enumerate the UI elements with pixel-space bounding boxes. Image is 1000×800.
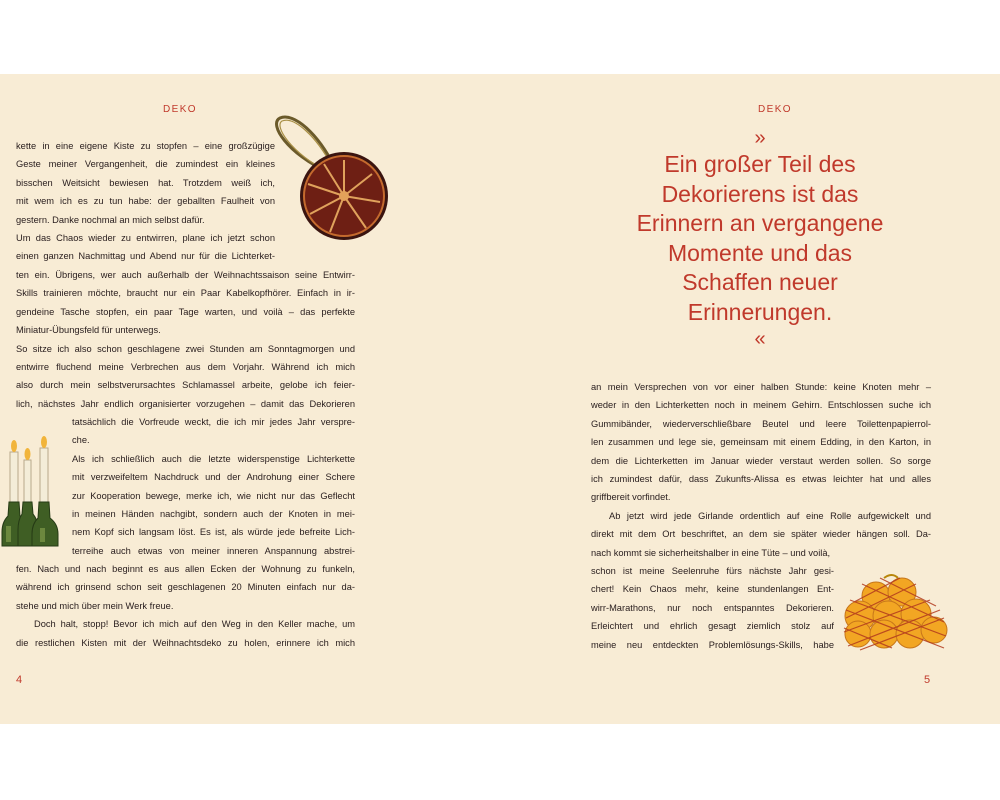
left-body-top	[16, 137, 275, 266]
text-line: griffbereit vorfindet.	[591, 492, 671, 503]
text-line: in meinen Händen nachgibt, sondern auch der Knoten in mei-	[72, 509, 355, 520]
text-line: Doch halt, stopp! Bevor ich mich auf den Weg in den Keller mache, um	[34, 619, 355, 630]
text-line: also durch mein selbstverursachtes Schlamassel arbeite, gelobe ich feier-	[16, 380, 355, 391]
text-line: weder in den Lichterketten noch in meinem Gehirn. Entschlossen suche ich	[591, 400, 931, 411]
text-line: die restlichen Kisten mit der Weihnachtsdeko zu holen, erinnere ich mich	[16, 637, 355, 648]
text-line: len zusammen und lege sie, gemeinsam mit einem Edding, in den Karton, in	[591, 437, 931, 448]
text-line: Erleichtert und ehrlich gesagt ziemlich stolz auf	[591, 621, 834, 632]
text-line: lich, nächstes Jahr endlich organisierter vorzugehen – damit das Dekorieren	[16, 398, 355, 409]
text-line: tatsächlich die Vorfreude weckt, die ich mir jedes Jahr verspre-	[72, 417, 355, 427]
right-page-number: 5	[924, 674, 931, 686]
left-body-middle	[16, 266, 355, 413]
left-body-wrap	[72, 413, 355, 560]
text-line: mit wem ich es zu tun habe: der geballten Faulheit von	[16, 196, 275, 207]
text-line: Skills trainieren möchte, braucht nur ein Paar Kabelkopfhörer. Einfach in ir-	[16, 288, 355, 299]
text-line: nem Kopf sich langsam löst. Es ist, als würde jede befreite Lich-	[72, 527, 355, 538]
text-line: entwirre fluchend meine Verbrechen aus dem Vorjahr. Während ich mich	[16, 362, 355, 373]
quote-line: Dekorierens ist das	[661, 180, 859, 207]
text-line: gestern. Danke nochmal an mich selbst dafür.	[16, 214, 205, 225]
left-page-number: 4	[16, 674, 23, 686]
left-body-bottom	[16, 560, 355, 652]
book-spread	[0, 74, 1000, 724]
quote-line: Schaffen neuer	[682, 269, 838, 295]
text-line: während ich grinsend schon seit geschlagenen 20 Minuten einfach nur da-	[16, 582, 355, 593]
text-line: Gummibänder, wiederverschließbare Beutel und leere Toilettenpapierrol-	[591, 418, 931, 429]
text-line: Geste meiner Vergangenheit, die zumindest ein kleines	[16, 159, 275, 170]
text-line: einen ganzen Nachmittag und Abend nur für die Lichterket-	[16, 251, 275, 262]
text-line: chert! Kein Chaos mehr, keine stundenlangen Ent-	[591, 584, 834, 595]
text-line: stehe und mich über mein Werk freue.	[16, 600, 174, 611]
text-line: ten ein. Übrigens, wer auch außerhalb der Weihnachtssaison seine Entwirr-	[16, 270, 355, 280]
text-line: terreihe auch etwas von meiner inneren Anspannung abstrei-	[72, 545, 355, 556]
quote-line: Ein großer Teil des	[664, 151, 856, 177]
text-line: nach kommt sie sicherheitshalber in eine Tüte – und voilà,	[591, 547, 831, 558]
text-line: So sitze ich also schon geschlagene zwei Stunden am Sonntagmorgen und	[16, 343, 355, 354]
text-line: an mein Versprechen von vor einer halben Stunde: keine Knoten mehr –	[591, 382, 931, 392]
text-line: direkt mit dem Ort beschriftet, an dem sie später wieder hängen soll. Da-	[591, 529, 931, 540]
text-line: schon ist meine Seelenruhe fürs nächste Jahr gesi-	[591, 566, 834, 576]
text-line: che.	[72, 435, 90, 446]
text-line: bisschen Weitsicht bewiesen hat. Trotzdem weiß ich,	[16, 177, 275, 188]
quote-open-mark: »	[754, 127, 766, 149]
left-running-header: DEKO	[163, 104, 197, 115]
right-body-wrap	[591, 562, 834, 654]
text-line: Als ich schließlich auch die letzte widerspenstige Lichterkette	[72, 453, 355, 464]
text-line: Ab jetzt wird jede Girlande ordentlich auf eine Rolle aufgewickelt und	[609, 510, 931, 521]
text-line: wirr-Marathons, nur noch entspanntes Dekorieren.	[591, 602, 834, 613]
text-line: Miniatur-Übungsfeld für unterwegs.	[16, 325, 161, 336]
quote-line: Momente und das	[667, 239, 853, 266]
text-line: Um das Chaos wieder zu entwirren, plane ich jetzt schon	[16, 233, 275, 244]
right-running-header: DEKO	[758, 104, 792, 115]
text-line: gendeine Tasche stopfen, ein paar Tage warten, und voilà – das perfekte	[16, 306, 355, 317]
quote-close-mark: «	[754, 328, 766, 350]
text-line: fen. Nach und nach beginnt es aus allen Ecken der Wohnung zu funkeln,	[16, 564, 355, 574]
quote-line: Erinnerungen.	[687, 298, 833, 325]
text-line: ich zumindest dafür, dass Zukunfts-Alissa es etwas leichter hat und alles	[591, 474, 931, 485]
text-line: meine neu entdeckten Problemlösungs-Skills, habe	[591, 639, 834, 650]
text-line: mit verzweifeltem Nachdruck und der Androhung einer Schere	[72, 472, 355, 483]
quote-line: Erinnern an vergangene	[636, 210, 884, 236]
pull-quote	[610, 126, 910, 351]
text-line: kette in eine eigene Kiste zu stopfen – eine großzügige	[16, 141, 275, 151]
text-line: dem die Lichterketten im Januar wieder verstaut werden sollen. So sorge	[591, 455, 931, 466]
dried-orange-ornament-illustration	[268, 114, 394, 242]
text-line: zur Kooperation bewege, merke ich, wie nicht nur das Geflecht	[72, 490, 355, 501]
right-body-top	[591, 378, 931, 562]
candles-in-bottles-illustration	[0, 428, 66, 548]
oranges-in-net-bag-illustration	[840, 570, 950, 652]
